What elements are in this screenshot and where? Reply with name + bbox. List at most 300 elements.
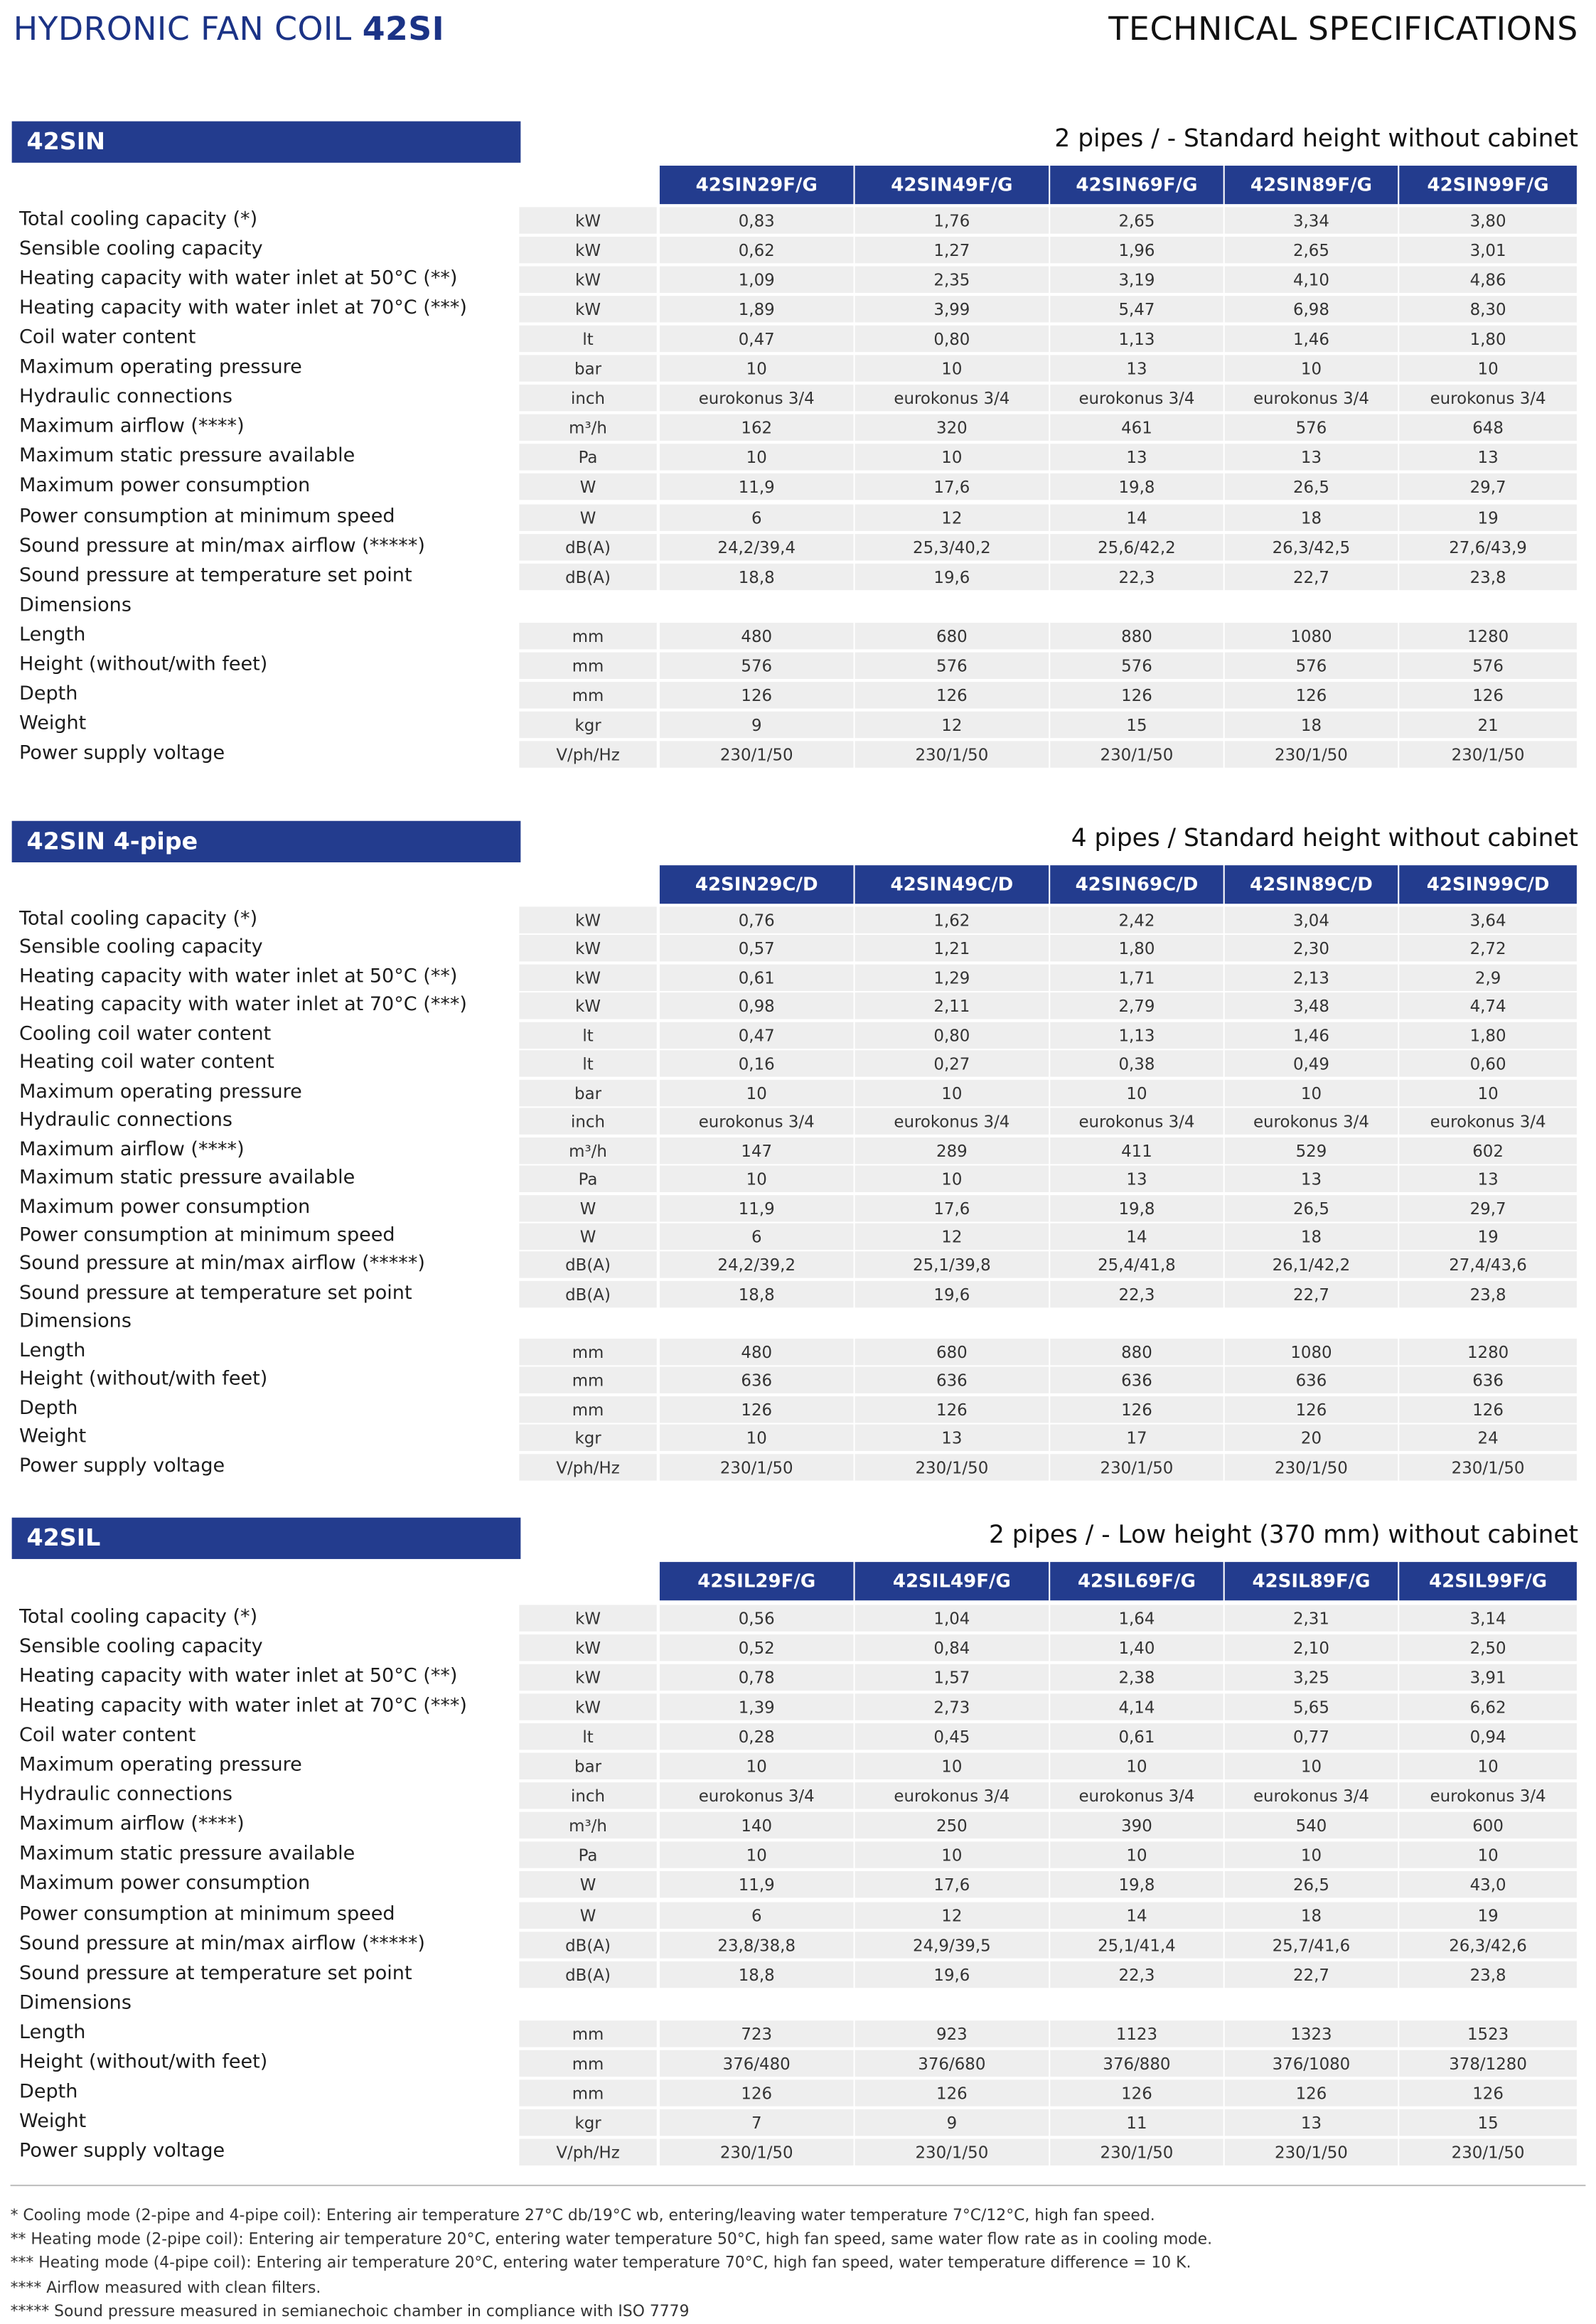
value-cell: 0,80 xyxy=(855,326,1049,352)
value-cell: 19,8 xyxy=(1050,1194,1223,1221)
value-cell: 0,98 xyxy=(660,993,854,1019)
value-cell: 26,5 xyxy=(1225,1194,1398,1221)
spec-label: Heating capacity with water inlet at 70°C (***) xyxy=(19,297,467,320)
value-cell: 230/1/50 xyxy=(1399,1453,1577,1479)
value-cell: 4,14 xyxy=(1050,1694,1223,1720)
value-cell: eurokonus 3/4 xyxy=(1225,385,1398,412)
spec-label: Heating capacity with water inlet at 50°C (**) xyxy=(19,1665,458,1688)
spec-row xyxy=(0,964,1596,990)
value-cell: 13 xyxy=(1225,444,1398,471)
spec-label: Maximum power consumption xyxy=(19,475,311,498)
model-header: 42SIN49C/D xyxy=(855,865,1049,904)
value-cell: 29,7 xyxy=(1399,1194,1577,1221)
value-cell: 230/1/50 xyxy=(1050,2138,1223,2165)
spec-row xyxy=(0,1396,1596,1422)
value-cell: 2,79 xyxy=(1050,993,1223,1019)
value-cell: 10 xyxy=(1399,355,1577,382)
value-cell: 2,42 xyxy=(1050,906,1223,933)
value-cell: 2,30 xyxy=(1225,936,1398,962)
value-cell: 1,13 xyxy=(1050,326,1223,352)
value-cell: 4,86 xyxy=(1399,267,1577,293)
value-cell: 1,04 xyxy=(855,1605,1049,1631)
value-cell: eurokonus 3/4 xyxy=(1225,1783,1398,1809)
value-cell: 636 xyxy=(1225,1367,1398,1393)
spec-label: Cooling coil water content xyxy=(19,1023,272,1046)
page-title: HYDRONIC FAN COIL 42SI xyxy=(13,11,445,49)
value-cell: 10 xyxy=(660,1166,854,1192)
spec-label: Power supply voltage xyxy=(19,1455,225,1477)
page-right-title: TECHNICAL SPECIFICATIONS xyxy=(1108,11,1579,49)
spec-row xyxy=(0,1961,1596,1987)
spec-label: Height (without/with feet) xyxy=(19,1368,268,1391)
spec-row xyxy=(0,326,1596,352)
value-cell: 1,89 xyxy=(660,296,854,322)
value-cell: 0,61 xyxy=(660,964,854,990)
value-cell: 2,35 xyxy=(855,267,1049,293)
value-cell: 126 xyxy=(855,2079,1049,2106)
value-cell: 723 xyxy=(660,2020,854,2046)
value-cell: 126 xyxy=(1050,1396,1223,1422)
spec-row xyxy=(0,1367,1596,1393)
footnote: **** Airflow measured with clean filters. xyxy=(10,2279,321,2297)
spec-label: Power consumption at minimum speed xyxy=(19,1902,395,1925)
value-cell: 10 xyxy=(1050,1753,1223,1779)
value-cell: 7 xyxy=(660,2109,854,2136)
value-cell: 25,4/41,8 xyxy=(1050,1252,1223,1278)
spec-row xyxy=(0,1223,1596,1250)
spec-row xyxy=(0,1166,1596,1192)
value-cell: 22,3 xyxy=(1050,1961,1223,1987)
value-cell: 23,8/38,8 xyxy=(660,1931,854,1957)
spec-label: Dimensions xyxy=(19,1311,132,1334)
value-cell: 19,6 xyxy=(855,1280,1049,1307)
unit-cell: W xyxy=(519,474,656,500)
unit-cell: dB(A) xyxy=(519,1280,656,1307)
value-cell: 0,52 xyxy=(660,1634,854,1661)
value-cell: 5,65 xyxy=(1225,1694,1398,1720)
value-cell: 680 xyxy=(855,622,1049,648)
spec-row xyxy=(0,993,1596,1019)
value-cell: 10 xyxy=(855,1166,1049,1192)
footnotes xyxy=(11,2185,1586,2324)
spec-row xyxy=(0,936,1596,962)
value-cell: 23,8 xyxy=(1399,1961,1577,1987)
value-cell: 19,6 xyxy=(855,563,1049,589)
value-cell: 636 xyxy=(855,1367,1049,1393)
value-cell: 10 xyxy=(660,1842,854,1868)
value-cell: 6 xyxy=(660,1223,854,1250)
model-header: 42SIL49F/G xyxy=(855,1562,1049,1600)
value-cell: 1,46 xyxy=(1225,326,1398,352)
value-cell: 1,62 xyxy=(855,906,1049,933)
value-cell: 12 xyxy=(855,503,1049,530)
value-cell: 6,98 xyxy=(1225,296,1398,322)
spec-row xyxy=(0,1605,1596,1631)
spec-label: Maximum operating pressure xyxy=(19,356,302,380)
spec-row xyxy=(0,1022,1596,1048)
value-cell: 25,1/39,8 xyxy=(855,1252,1049,1278)
spec-section xyxy=(0,122,1596,817)
spec-row xyxy=(0,267,1596,293)
spec-label: Depth xyxy=(19,1397,78,1420)
value-cell: 10 xyxy=(855,444,1049,471)
spec-row xyxy=(0,1991,1596,2017)
spec-row xyxy=(0,355,1596,382)
spec-label: Heating capacity with water inlet at 50°C (**) xyxy=(19,965,458,988)
unit-cell: inch xyxy=(519,1108,656,1135)
spec-row xyxy=(0,1051,1596,1077)
spec-row xyxy=(0,1280,1596,1307)
value-cell: 1080 xyxy=(1225,1338,1398,1364)
value-cell: 461 xyxy=(1050,414,1223,441)
value-cell: 10 xyxy=(1225,1079,1398,1105)
spec-label: Power consumption at minimum speed xyxy=(19,1224,395,1247)
value-cell: 6 xyxy=(660,503,854,530)
spec-label: Dimensions xyxy=(19,1991,132,2015)
unit-cell: bar xyxy=(519,1079,656,1105)
value-cell: 18 xyxy=(1225,1223,1398,1250)
value-cell: 0,38 xyxy=(1050,1051,1223,1077)
spec-label: Sound pressure at min/max airflow (*****) xyxy=(19,535,425,557)
spec-label: Maximum static pressure available xyxy=(19,1167,355,1189)
spec-row xyxy=(0,1310,1596,1336)
unit-cell: kW xyxy=(519,296,656,322)
spec-label: Length xyxy=(19,623,86,646)
spec-label: Maximum airflow (****) xyxy=(19,1814,245,1836)
unit-cell: mm xyxy=(519,682,656,708)
value-cell: 4,10 xyxy=(1225,267,1398,293)
value-cell: 13 xyxy=(1050,444,1223,471)
spec-label: Sound pressure at min/max airflow (*****) xyxy=(19,1932,425,1955)
value-cell: 230/1/50 xyxy=(660,2138,854,2165)
spec-label: Maximum operating pressure xyxy=(19,1081,302,1103)
unit-cell: dB(A) xyxy=(519,1252,656,1278)
spec-label: Sensible cooling capacity xyxy=(19,238,263,261)
value-cell: 126 xyxy=(1225,682,1398,708)
spec-label: Weight xyxy=(19,2110,87,2133)
value-cell: 0,56 xyxy=(660,1605,854,1631)
spec-row xyxy=(0,385,1596,412)
value-cell: 2,10 xyxy=(1225,1634,1398,1661)
unit-cell: dB(A) xyxy=(519,533,656,559)
unit-cell: W xyxy=(519,1902,656,1928)
value-cell: 1,21 xyxy=(855,936,1049,962)
spec-row xyxy=(0,2109,1596,2136)
spec-section xyxy=(0,1518,1596,2213)
spec-label: Sensible cooling capacity xyxy=(19,936,263,960)
value-cell: 18 xyxy=(1225,1902,1398,1928)
value-cell: 22,3 xyxy=(1050,563,1223,589)
value-cell: eurokonus 3/4 xyxy=(1050,1783,1223,1809)
value-cell: 25,1/41,4 xyxy=(1050,1931,1223,1957)
value-cell: 0,83 xyxy=(660,207,854,233)
unit-cell: m³/h xyxy=(519,414,656,441)
value-cell: 0,80 xyxy=(855,1022,1049,1048)
unit-cell: m³/h xyxy=(519,1137,656,1163)
unit-cell: kW xyxy=(519,1634,656,1661)
unit-cell: kgr xyxy=(519,2109,656,2136)
value-cell: 0,45 xyxy=(855,1723,1049,1750)
value-cell: 14 xyxy=(1050,1902,1223,1928)
value-cell: 6,62 xyxy=(1399,1694,1577,1720)
value-cell: 600 xyxy=(1399,1812,1577,1838)
value-cell: 230/1/50 xyxy=(1050,741,1223,767)
value-cell: 250 xyxy=(855,1812,1049,1838)
value-cell: 13 xyxy=(855,1425,1049,1451)
value-cell: 3,91 xyxy=(1399,1664,1577,1691)
value-cell: 43,0 xyxy=(1399,1872,1577,1898)
spec-row xyxy=(0,711,1596,737)
unit-cell: mm xyxy=(519,2020,656,2046)
value-cell: 576 xyxy=(1050,652,1223,678)
unit-cell: kW xyxy=(519,207,656,233)
value-cell: 27,6/43,9 xyxy=(1399,533,1577,559)
value-cell: 3,14 xyxy=(1399,1605,1577,1631)
value-cell: 3,01 xyxy=(1399,237,1577,263)
unit-cell: V/ph/Hz xyxy=(519,2138,656,2165)
spec-label: Maximum static pressure available xyxy=(19,446,355,468)
value-cell: 230/1/50 xyxy=(660,741,854,767)
value-cell: 636 xyxy=(1399,1367,1577,1393)
spec-row xyxy=(0,1872,1596,1898)
spec-row xyxy=(0,1194,1596,1221)
spec-label: Coil water content xyxy=(19,1725,196,1747)
value-cell: 20 xyxy=(1225,1425,1398,1451)
model-header: 42SIN89F/G xyxy=(1225,166,1398,204)
spec-section xyxy=(0,821,1596,1516)
value-cell: 880 xyxy=(1050,622,1223,648)
value-cell: 14 xyxy=(1050,1223,1223,1250)
spec-label: Maximum operating pressure xyxy=(19,1755,302,1777)
spec-row xyxy=(0,1137,1596,1163)
unit-cell: Pa xyxy=(519,1842,656,1868)
value-cell: 11,9 xyxy=(660,474,854,500)
value-cell: 2,9 xyxy=(1399,964,1577,990)
footnote: ** Heating mode (2-pipe coil): Entering air temperature 20°C, entering water temperature 50°C, high fan speed, same water flow rate as in cooling mode. xyxy=(10,2230,1213,2249)
unit-cell: mm xyxy=(519,652,656,678)
value-cell: 3,80 xyxy=(1399,207,1577,233)
value-cell: 162 xyxy=(660,414,854,441)
value-cell: eurokonus 3/4 xyxy=(1050,385,1223,412)
spec-label: Total cooling capacity (*) xyxy=(19,208,258,231)
value-cell: 636 xyxy=(660,1367,854,1393)
spec-row xyxy=(0,237,1596,263)
spec-label: Sound pressure at temperature set point xyxy=(19,1962,412,1985)
value-cell: 1,80 xyxy=(1050,936,1223,962)
value-cell: 230/1/50 xyxy=(855,1453,1049,1479)
value-cell: eurokonus 3/4 xyxy=(660,1783,854,1809)
model-header: 42SIN69F/G xyxy=(1050,166,1223,204)
value-cell: 3,34 xyxy=(1225,207,1398,233)
value-cell: 13 xyxy=(1399,1166,1577,1192)
value-cell: 1,13 xyxy=(1050,1022,1223,1048)
value-cell: 0,62 xyxy=(660,237,854,263)
value-cell: 25,7/41,6 xyxy=(1225,1931,1398,1957)
value-cell: eurokonus 3/4 xyxy=(660,1108,854,1135)
unit-cell: bar xyxy=(519,1753,656,1779)
spec-label: Depth xyxy=(19,682,78,706)
unit-cell: kW xyxy=(519,993,656,1019)
value-cell: 0,27 xyxy=(855,1051,1049,1077)
value-cell: 25,6/42,2 xyxy=(1050,533,1223,559)
spec-row xyxy=(0,503,1596,530)
spec-row xyxy=(0,2050,1596,2076)
footnote: ***** Sound pressure measured in semianechoic chamber in compliance with ISO 7779 xyxy=(10,2303,690,2321)
section-subtitle: 4 pipes / Standard height without cabinet xyxy=(1071,823,1579,852)
spec-row xyxy=(0,1453,1596,1479)
unit-cell: mm xyxy=(519,1396,656,1422)
value-cell: 2,65 xyxy=(1225,237,1398,263)
value-cell: eurokonus 3/4 xyxy=(855,1783,1049,1809)
model-header: 42SIN69C/D xyxy=(1050,865,1223,904)
unit-cell: V/ph/Hz xyxy=(519,1453,656,1479)
value-cell: 140 xyxy=(660,1812,854,1838)
value-cell: 19,8 xyxy=(1050,474,1223,500)
spec-row xyxy=(0,2079,1596,2106)
value-cell: 15 xyxy=(1050,711,1223,737)
value-cell: 126 xyxy=(1225,2079,1398,2106)
value-cell: 1123 xyxy=(1050,2020,1223,2046)
value-cell: 126 xyxy=(1399,682,1577,708)
model-header: 42SIN99F/G xyxy=(1399,166,1577,204)
spec-row xyxy=(0,1079,1596,1105)
value-cell: 10 xyxy=(1050,1079,1223,1105)
value-cell: 390 xyxy=(1050,1812,1223,1838)
value-cell: 1280 xyxy=(1399,622,1577,648)
value-cell: 19 xyxy=(1399,1902,1577,1928)
value-cell: 1280 xyxy=(1399,1338,1577,1364)
value-cell: 648 xyxy=(1399,414,1577,441)
value-cell: 18 xyxy=(1225,711,1398,737)
value-cell: 230/1/50 xyxy=(855,741,1049,767)
unit-cell: kW xyxy=(519,906,656,933)
value-cell: 576 xyxy=(1399,652,1577,678)
model-header: 42SIL89F/G xyxy=(1225,1562,1398,1600)
value-cell: 1,76 xyxy=(855,207,1049,233)
spec-row xyxy=(0,622,1596,648)
value-cell: 3,25 xyxy=(1225,1664,1398,1691)
unit-cell: lt xyxy=(519,1022,656,1048)
model-header: 42SIN99C/D xyxy=(1399,865,1577,904)
value-cell: 0,47 xyxy=(660,326,854,352)
value-cell: 22,7 xyxy=(1225,563,1398,589)
value-cell: 1,29 xyxy=(855,964,1049,990)
model-header: 42SIN29C/D xyxy=(660,865,854,904)
spec-row xyxy=(0,1694,1596,1720)
value-cell: eurokonus 3/4 xyxy=(1225,1108,1398,1135)
value-cell: 18,8 xyxy=(660,563,854,589)
spec-label: Maximum power consumption xyxy=(19,1873,311,1896)
section-title: 42SIN 4-pipe xyxy=(12,821,521,862)
value-cell: 0,77 xyxy=(1225,1723,1398,1750)
value-cell: 540 xyxy=(1225,1812,1398,1838)
unit-cell: kW xyxy=(519,1605,656,1631)
value-cell: 2,72 xyxy=(1399,936,1577,962)
value-cell: 289 xyxy=(855,1137,1049,1163)
value-cell: 230/1/50 xyxy=(1399,2138,1577,2165)
value-cell: 2,13 xyxy=(1225,964,1398,990)
value-cell: 126 xyxy=(660,1396,854,1422)
value-cell: 10 xyxy=(660,355,854,382)
value-cell: 10 xyxy=(1225,355,1398,382)
value-cell: 230/1/50 xyxy=(660,1453,854,1479)
value-cell: 126 xyxy=(855,1396,1049,1422)
value-cell: 13 xyxy=(1225,2109,1398,2136)
value-cell: 2,73 xyxy=(855,1694,1049,1720)
unit-cell: V/ph/Hz xyxy=(519,741,656,767)
value-cell: 13 xyxy=(1225,1166,1398,1192)
value-cell: 24 xyxy=(1399,1425,1577,1451)
unit-cell: kgr xyxy=(519,1425,656,1451)
spec-row xyxy=(0,1723,1596,1750)
value-cell: 1,71 xyxy=(1050,964,1223,990)
value-cell: 26,3/42,6 xyxy=(1399,1931,1577,1957)
unit-cell: Pa xyxy=(519,1166,656,1192)
value-cell: 13 xyxy=(1050,1166,1223,1192)
value-cell: 126 xyxy=(1399,1396,1577,1422)
value-cell: 22,7 xyxy=(1225,1280,1398,1307)
model-header: 42SIN49F/G xyxy=(855,166,1049,204)
unit-cell: W xyxy=(519,1194,656,1221)
unit-cell: bar xyxy=(519,355,656,382)
value-cell: 19 xyxy=(1399,1223,1577,1250)
footnote: * Cooling mode (2-pipe and 4-pipe coil): Entering air temperature 27°C db/19°C wb, entering/leaving water temperature 7°C/12°C, high fan speed. xyxy=(10,2207,1155,2225)
value-cell: 230/1/50 xyxy=(1225,2138,1398,2165)
value-cell: 10 xyxy=(660,1425,854,1451)
value-cell: 23,8 xyxy=(1399,563,1577,589)
spec-label: Dimensions xyxy=(19,594,132,616)
unit-cell: Pa xyxy=(519,444,656,471)
value-cell: 3,04 xyxy=(1225,906,1398,933)
value-cell: eurokonus 3/4 xyxy=(1399,1783,1577,1809)
value-cell: 10 xyxy=(660,1753,854,1779)
value-cell: 480 xyxy=(660,622,854,648)
value-cell: eurokonus 3/4 xyxy=(660,385,854,412)
value-cell: 10 xyxy=(1225,1842,1398,1868)
spec-label: Hydraulic connections xyxy=(19,1784,233,1807)
value-cell: 4,74 xyxy=(1399,993,1577,1019)
spec-label: Weight xyxy=(19,712,87,735)
value-cell: 576 xyxy=(1225,414,1398,441)
unit-cell: kW xyxy=(519,237,656,263)
spec-row xyxy=(0,906,1596,933)
value-cell: 320 xyxy=(855,414,1049,441)
value-cell: 2,65 xyxy=(1050,207,1223,233)
spec-label: Total cooling capacity (*) xyxy=(19,908,258,931)
value-cell: 0,47 xyxy=(660,1022,854,1048)
unit-cell: mm xyxy=(519,1367,656,1393)
spec-row xyxy=(0,652,1596,678)
value-cell: 2,50 xyxy=(1399,1634,1577,1661)
value-cell: 10 xyxy=(855,1842,1049,1868)
unit-cell: inch xyxy=(519,385,656,412)
value-cell: 1,09 xyxy=(660,267,854,293)
spec-row xyxy=(0,207,1596,233)
value-cell: 480 xyxy=(660,1338,854,1364)
value-cell: 10 xyxy=(1225,1753,1398,1779)
spec-label: Height (without/with feet) xyxy=(19,2051,268,2074)
spec-label: Heating coil water content xyxy=(19,1051,274,1075)
spec-label: Total cooling capacity (*) xyxy=(19,1606,258,1629)
value-cell: 17,6 xyxy=(855,1872,1049,1898)
value-cell: 24,2/39,4 xyxy=(660,533,854,559)
spec-row xyxy=(0,1664,1596,1691)
spec-row xyxy=(0,1783,1596,1809)
value-cell: 0,76 xyxy=(660,906,854,933)
spec-label: Sound pressure at temperature set point xyxy=(19,564,412,587)
value-cell: 1523 xyxy=(1399,2020,1577,2046)
value-cell: 27,4/43,6 xyxy=(1399,1252,1577,1278)
